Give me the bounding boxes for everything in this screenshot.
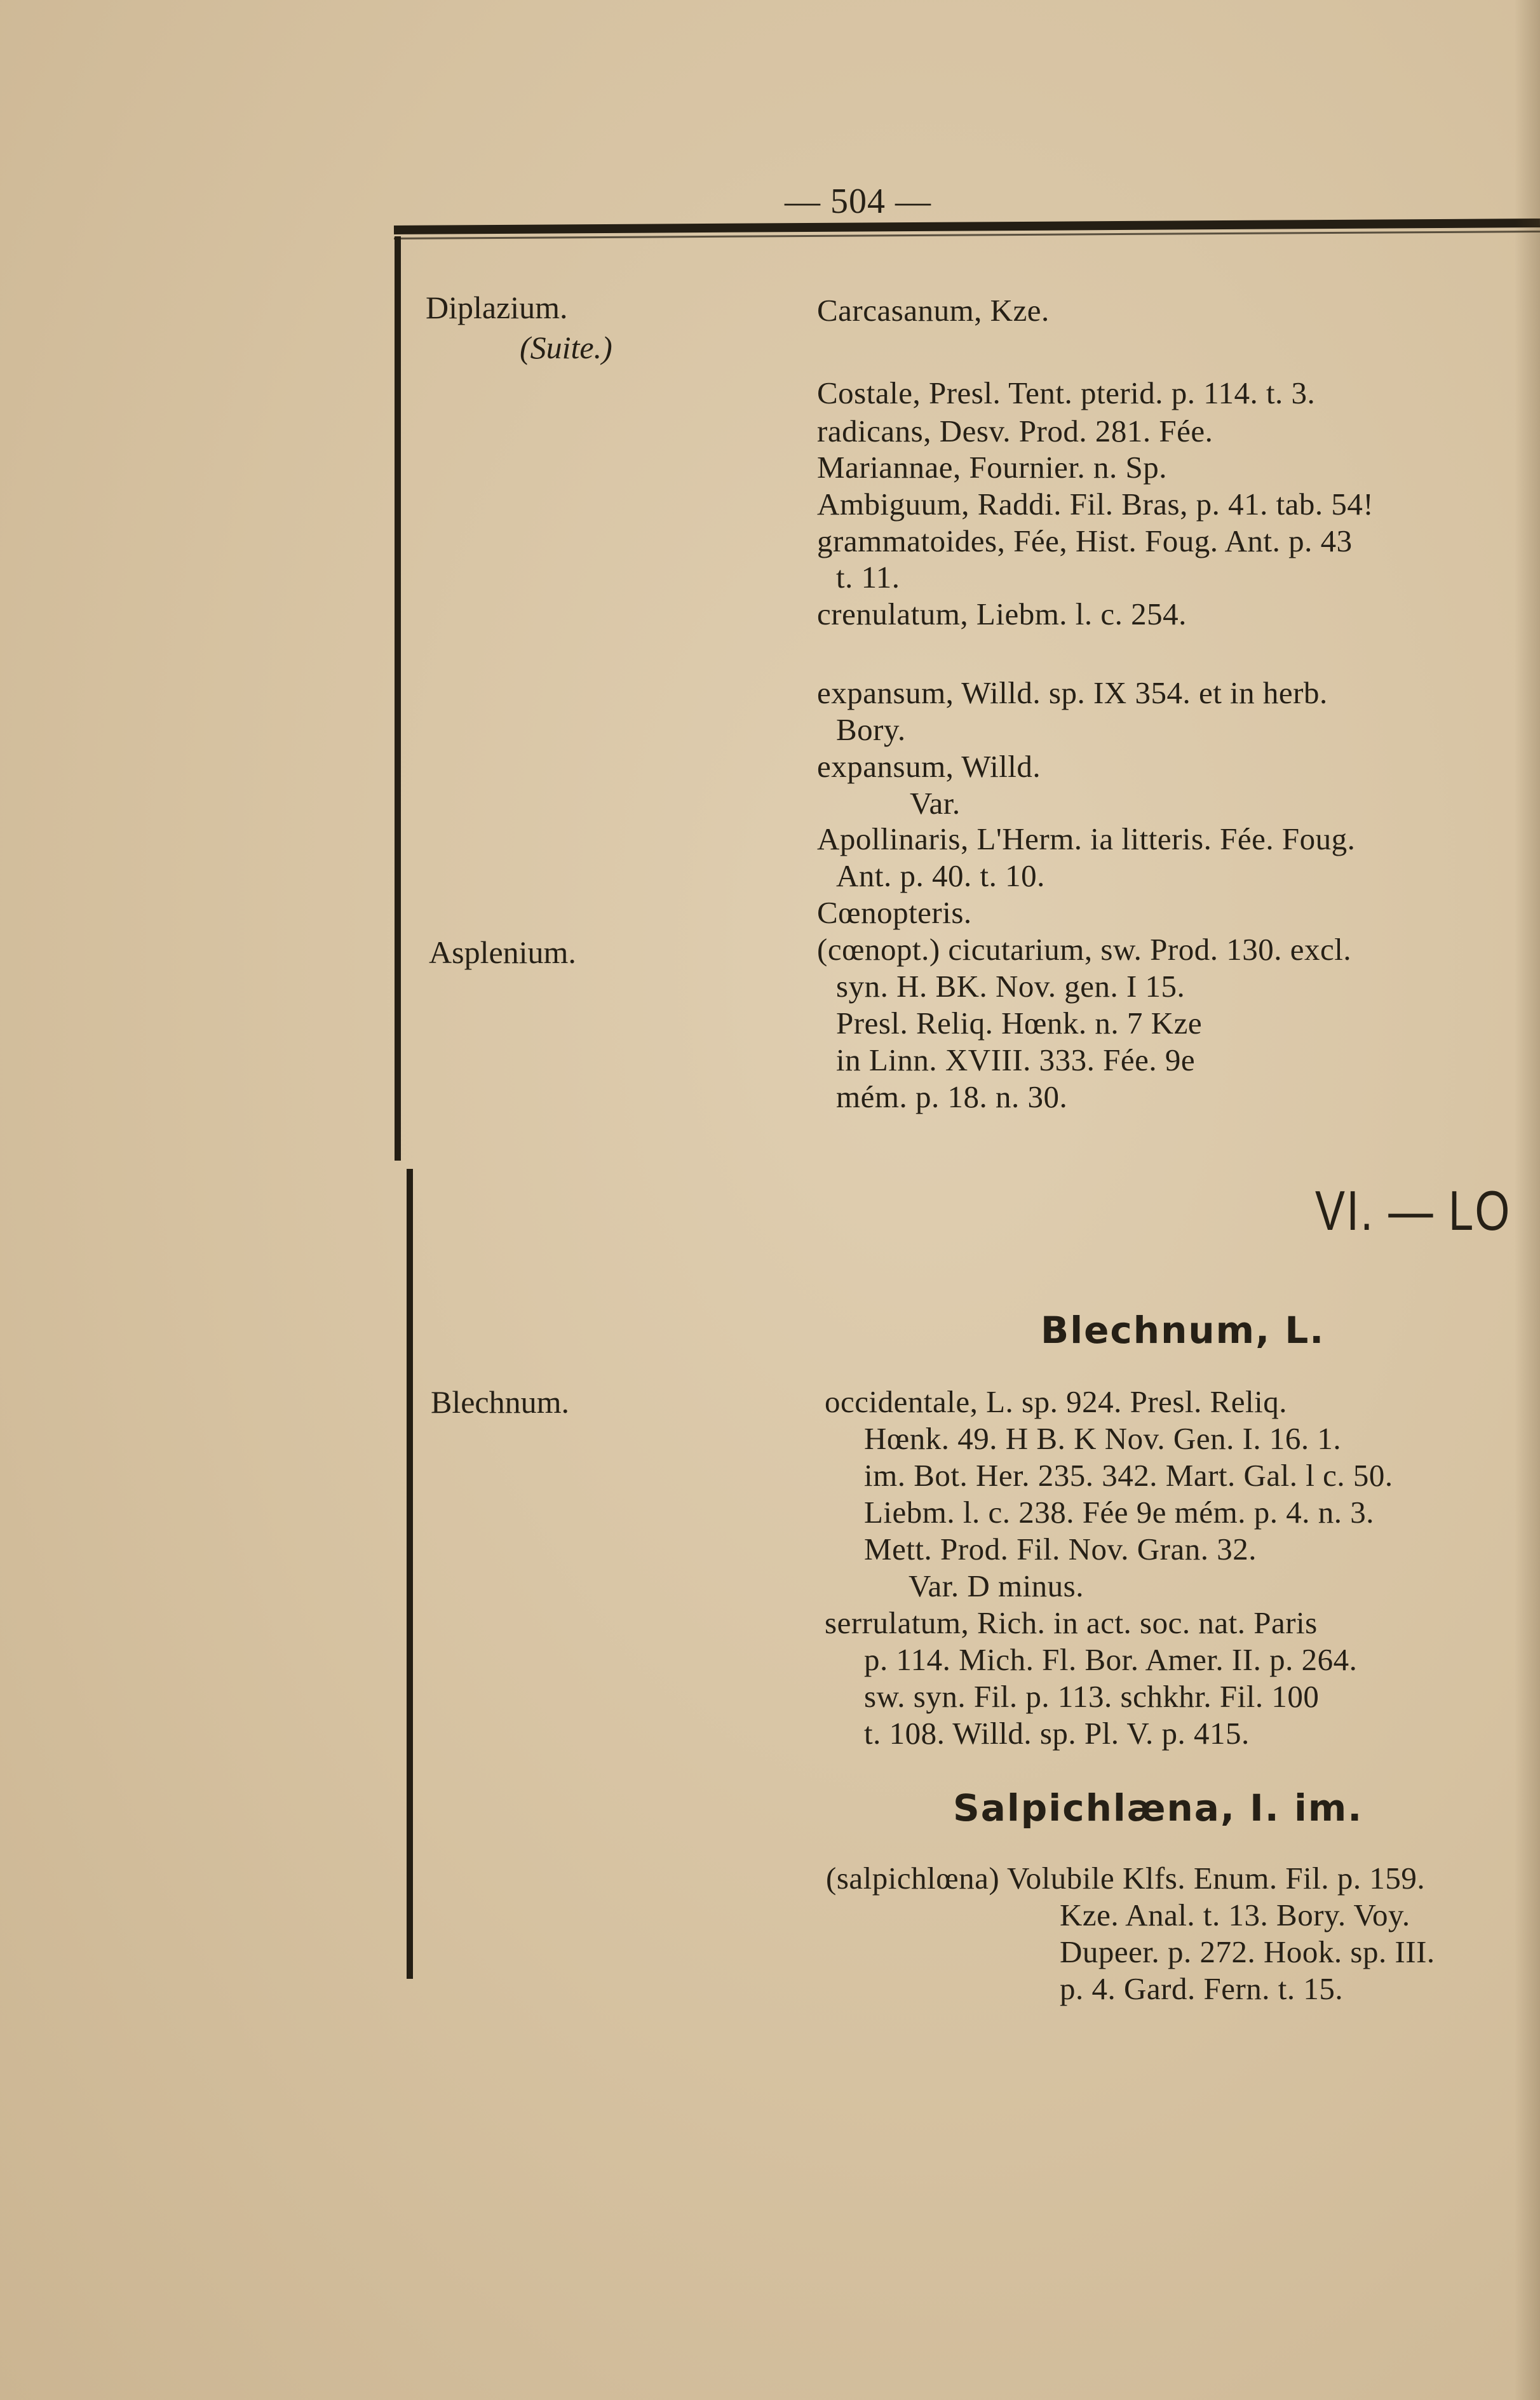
entry-line: Hœnk. 49. H B. K Nov. Gen. I. 16. 1. [864, 1421, 1342, 1456]
entry-line: sw. syn. Fil. p. 113. schkhr. Fil. 100 [864, 1679, 1320, 1714]
entry-line: mém. p. 18. n. 30. [836, 1079, 1068, 1114]
entry-line: Ambiguum, Raddi. Fil. Bras, p. 41. tab. 54! [817, 487, 1374, 522]
entry-line: Costale, Presl. Tent. pterid. p. 114. t. 3. [817, 375, 1316, 410]
genus-blechnum: Blechnum. [431, 1384, 570, 1420]
entry-line: Var. D minus. [908, 1568, 1084, 1603]
entry-line: crenulatum, Liebm. l. c. 254. [817, 597, 1187, 631]
entry-line: Apollinaris, L'Herm. ia litteris. Fée. Foug. [817, 821, 1356, 856]
entry-line: Kze. Anal. t. 13. Bory. Voy. [1060, 1898, 1410, 1932]
entry-line: p. 114. Mich. Fl. Bor. Amer. II. p. 264. [864, 1642, 1358, 1677]
genus-asplenium: Asplenium. [429, 934, 576, 970]
entry-line: occidentale, L. sp. 924. Presl. Reliq. [825, 1384, 1287, 1419]
entry-line: Mett. Prod. Fil. Nov. Gran. 32. [864, 1532, 1257, 1567]
section-heading-salpichlaena: Salpichlæna, I. im. [953, 1786, 1363, 1830]
entry-line: Mariannae, Fournier. n. Sp. [817, 450, 1168, 485]
entry-line: expansum, Willd. [817, 749, 1041, 784]
entry-line: radicans, Desv. Prod. 281. Fée. [817, 414, 1213, 448]
entry-line: Presl. Reliq. Hœnk. n. 7 Kze [836, 1006, 1203, 1041]
entry-line: Bory. [836, 712, 906, 747]
suite-label: (Suite.) [520, 330, 612, 365]
entry-line: t. 108. Willd. sp. Pl. V. p. 415. [864, 1716, 1250, 1751]
genus-diplazium: Diplazium. [426, 290, 568, 325]
entry-line: im. Bot. Her. 235. 342. Mart. Gal. l c. 50. [864, 1458, 1393, 1493]
section-heading-blechnum: Blechnum, L. [1041, 1309, 1325, 1352]
page-number: — 504 — [785, 182, 931, 221]
entry-line: Carcasanum, Kze. [817, 293, 1050, 328]
entry-line: in Linn. XVIII. 333. Fée. 9e [836, 1042, 1196, 1077]
entry-line: (salpichlœna) Volubile Klfs. Enum. Fil. p. 159. [826, 1861, 1426, 1896]
entry-line: Cœnopteris. [817, 895, 972, 930]
entry-line: Var. [910, 786, 961, 821]
entry-line: t. 11. [836, 560, 900, 595]
page-edge-shadow [1515, 0, 1540, 2400]
entry-line: Dupeer. p. 272. Hook. sp. III. [1060, 1934, 1435, 1969]
entry-line: Ant. p. 40. t. 10. [836, 858, 1045, 893]
entry-line: (cœnopt.) cicutarium, sw. Prod. 130. excl. [817, 932, 1352, 967]
entry-line: expansum, Willd. sp. IX 354. et in herb. [817, 675, 1328, 710]
entry-line: p. 4. Gard. Fern. t. 15. [1060, 1971, 1344, 2006]
bracket-bar-upper [395, 236, 401, 1161]
entry-line: syn. H. BK. Nov. gen. I 15. [836, 969, 1185, 1004]
entry-line: Liebm. l. c. 238. Fée 9e mém. p. 4. n. 3. [864, 1495, 1374, 1530]
bracket-bar-lower [407, 1169, 413, 1979]
tribe-heading: VI. — LO [1315, 1179, 1511, 1242]
entry-line: grammatoides, Fée, Hist. Foug. Ant. p. 43 [817, 523, 1353, 558]
entry-line: serrulatum, Rich. in act. soc. nat. Paris [825, 1605, 1318, 1640]
